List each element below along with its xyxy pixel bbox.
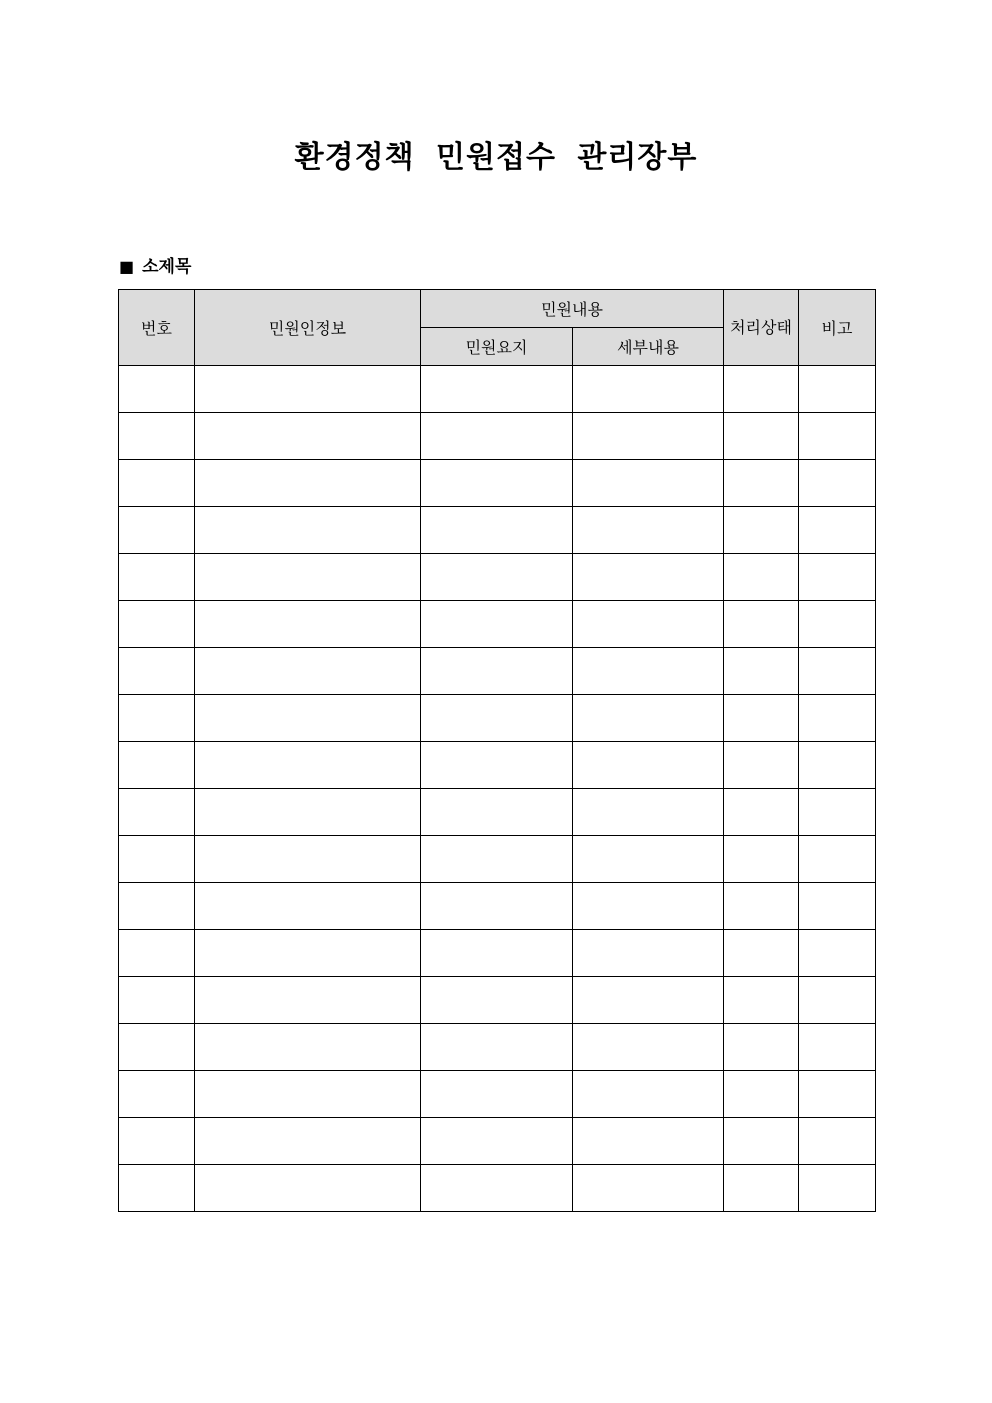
- remarks-cell[interactable]: [799, 930, 876, 977]
- status-cell[interactable]: [724, 507, 799, 554]
- complainant-info-cell[interactable]: [195, 883, 421, 930]
- table-row: [119, 1165, 876, 1212]
- details-cell[interactable]: [573, 507, 724, 554]
- table-row: [119, 836, 876, 883]
- complainant-info-cell[interactable]: [195, 507, 421, 554]
- table-row: [119, 977, 876, 1024]
- header-complaint-content: 민원내용: [421, 290, 724, 328]
- number-cell[interactable]: [119, 413, 195, 460]
- square-bullet-icon: ■: [119, 257, 135, 276]
- complainant-info-cell[interactable]: [195, 1118, 421, 1165]
- number-cell[interactable]: [119, 742, 195, 789]
- status-cell[interactable]: [724, 977, 799, 1024]
- number-cell[interactable]: [119, 883, 195, 930]
- table-row: [119, 930, 876, 977]
- summary-cell[interactable]: [421, 601, 573, 648]
- details-cell[interactable]: [573, 789, 724, 836]
- status-cell[interactable]: [724, 648, 799, 695]
- number-cell[interactable]: [119, 1118, 195, 1165]
- table-row: [119, 1118, 876, 1165]
- number-cell[interactable]: [119, 601, 195, 648]
- details-cell[interactable]: [573, 883, 724, 930]
- remarks-cell[interactable]: [799, 1024, 876, 1071]
- table-row: [119, 507, 876, 554]
- number-cell[interactable]: [119, 554, 195, 601]
- summary-cell[interactable]: [421, 883, 573, 930]
- table-row: [119, 413, 876, 460]
- remarks-cell[interactable]: [799, 1118, 876, 1165]
- remarks-cell[interactable]: [799, 789, 876, 836]
- details-cell[interactable]: [573, 977, 724, 1024]
- remarks-cell[interactable]: [799, 366, 876, 413]
- status-cell[interactable]: [724, 413, 799, 460]
- table-row: [119, 366, 876, 413]
- complainant-info-cell[interactable]: [195, 1071, 421, 1118]
- details-cell[interactable]: [573, 648, 724, 695]
- summary-cell[interactable]: [421, 695, 573, 742]
- ledger-body: [119, 366, 876, 1212]
- details-cell[interactable]: [573, 366, 724, 413]
- remarks-cell[interactable]: [799, 601, 876, 648]
- table-row: [119, 554, 876, 601]
- header-summary: 민원요지: [421, 328, 573, 366]
- remarks-cell[interactable]: [799, 742, 876, 789]
- complainant-info-cell[interactable]: [195, 742, 421, 789]
- table-row: [119, 695, 876, 742]
- remarks-cell[interactable]: [799, 836, 876, 883]
- complainant-info-cell[interactable]: [195, 601, 421, 648]
- number-cell[interactable]: [119, 977, 195, 1024]
- table-row: [119, 883, 876, 930]
- status-cell[interactable]: [724, 742, 799, 789]
- remarks-cell[interactable]: [799, 554, 876, 601]
- details-cell[interactable]: [573, 742, 724, 789]
- status-cell[interactable]: [724, 883, 799, 930]
- details-cell[interactable]: [573, 695, 724, 742]
- summary-cell[interactable]: [421, 789, 573, 836]
- status-cell[interactable]: [724, 554, 799, 601]
- summary-cell[interactable]: [421, 742, 573, 789]
- complainant-info-cell[interactable]: [195, 930, 421, 977]
- number-cell[interactable]: [119, 930, 195, 977]
- remarks-cell[interactable]: [799, 883, 876, 930]
- number-cell[interactable]: [119, 695, 195, 742]
- summary-cell[interactable]: [421, 930, 573, 977]
- remarks-cell[interactable]: [799, 1071, 876, 1118]
- summary-cell[interactable]: [421, 1118, 573, 1165]
- details-cell[interactable]: [573, 836, 724, 883]
- table-row: [119, 1071, 876, 1118]
- details-cell[interactable]: [573, 1165, 724, 1212]
- summary-cell[interactable]: [421, 1024, 573, 1071]
- number-cell[interactable]: [119, 366, 195, 413]
- page-title: 환경정책 민원접수 관리장부: [294, 140, 698, 175]
- complainant-info-cell[interactable]: [195, 695, 421, 742]
- complainant-info-cell[interactable]: [195, 1024, 421, 1071]
- header-status: 처리상태: [724, 290, 799, 366]
- remarks-cell[interactable]: [799, 695, 876, 742]
- details-cell[interactable]: [573, 601, 724, 648]
- details-cell[interactable]: [573, 1024, 724, 1071]
- status-cell[interactable]: [724, 789, 799, 836]
- table-row: [119, 1024, 876, 1071]
- number-cell[interactable]: [119, 460, 195, 507]
- summary-cell[interactable]: [421, 648, 573, 695]
- header-remarks: 비고: [799, 290, 876, 366]
- number-cell[interactable]: [119, 1165, 195, 1212]
- details-cell[interactable]: [573, 554, 724, 601]
- complainant-info-cell[interactable]: [195, 836, 421, 883]
- summary-cell[interactable]: [421, 836, 573, 883]
- summary-cell[interactable]: [421, 554, 573, 601]
- table-row: [119, 460, 876, 507]
- status-cell[interactable]: [724, 460, 799, 507]
- status-cell[interactable]: [724, 1024, 799, 1071]
- header-complainant-info: 민원인정보: [195, 290, 421, 366]
- summary-cell[interactable]: [421, 1165, 573, 1212]
- status-cell[interactable]: [724, 1118, 799, 1165]
- remarks-cell[interactable]: [799, 507, 876, 554]
- complainant-info-cell[interactable]: [195, 1165, 421, 1212]
- remarks-cell[interactable]: [799, 1165, 876, 1212]
- summary-cell[interactable]: [421, 1071, 573, 1118]
- status-cell[interactable]: [724, 601, 799, 648]
- header-number: 번호: [119, 290, 195, 366]
- status-cell[interactable]: [724, 695, 799, 742]
- status-cell[interactable]: [724, 1165, 799, 1212]
- remarks-cell[interactable]: [799, 413, 876, 460]
- complainant-info-cell[interactable]: [195, 554, 421, 601]
- status-cell[interactable]: [724, 836, 799, 883]
- remarks-cell[interactable]: [799, 977, 876, 1024]
- details-cell[interactable]: [573, 1071, 724, 1118]
- header-details: 세부내용: [573, 328, 724, 366]
- details-cell[interactable]: [573, 460, 724, 507]
- table-row: [119, 601, 876, 648]
- number-cell[interactable]: [119, 648, 195, 695]
- status-cell[interactable]: [724, 1071, 799, 1118]
- table-row: [119, 789, 876, 836]
- section-subtitle: [119, 252, 191, 277]
- number-cell[interactable]: [119, 836, 195, 883]
- details-cell[interactable]: [573, 413, 724, 460]
- number-cell[interactable]: [119, 789, 195, 836]
- remarks-cell[interactable]: [799, 648, 876, 695]
- status-cell[interactable]: [724, 930, 799, 977]
- complainant-info-cell[interactable]: [195, 977, 421, 1024]
- complainant-info-cell[interactable]: [195, 789, 421, 836]
- subtitle-label: 소제목: [142, 257, 192, 277]
- summary-cell[interactable]: [421, 460, 573, 507]
- complainant-info-cell[interactable]: [195, 460, 421, 507]
- table-row: [119, 742, 876, 789]
- number-cell[interactable]: [119, 1071, 195, 1118]
- details-cell[interactable]: [573, 930, 724, 977]
- complainant-info-cell[interactable]: [195, 413, 421, 460]
- details-cell[interactable]: [573, 1118, 724, 1165]
- summary-cell[interactable]: [421, 507, 573, 554]
- summary-cell[interactable]: [421, 977, 573, 1024]
- complainant-info-cell[interactable]: [195, 366, 421, 413]
- number-cell[interactable]: [119, 1024, 195, 1071]
- table-row: [119, 648, 876, 695]
- status-cell[interactable]: [724, 366, 799, 413]
- summary-cell[interactable]: [421, 413, 573, 460]
- complaint-ledger-table: [118, 289, 876, 1212]
- summary-cell[interactable]: [421, 366, 573, 413]
- number-cell[interactable]: [119, 507, 195, 554]
- complainant-info-cell[interactable]: [195, 648, 421, 695]
- remarks-cell[interactable]: [799, 460, 876, 507]
